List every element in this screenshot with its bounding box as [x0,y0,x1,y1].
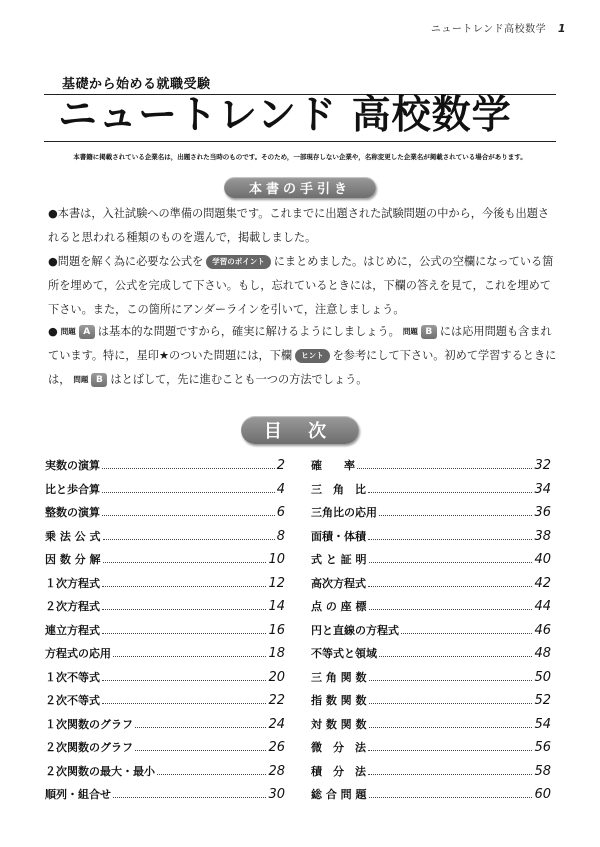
toc-entry-title: 比と歩合算 [45,482,100,496]
toc-entry-page: 24 [268,716,285,732]
toc-entry-page: 2 [276,458,285,473]
guide-heading: 本書の手引き [224,177,376,198]
guide-p2-text-b: にまとめました。はじめに，公式の空欄になっている箇所を埋めて，公式を完成して下さい。もし，忘れているときには，下欄の答えを見て，これを埋めて下さい。また，この箇所にアンダーラインを引いて，注意しましょう。 [48,255,554,316]
toc-entry[interactable] [45,481,285,505]
toc-leader-dots [102,609,266,610]
toc-leader-dots [113,797,266,798]
guide-paragraph-3 [48,320,558,392]
toc-entry[interactable] [311,622,551,646]
guide-p3-bullet: ● [48,325,58,338]
toc-entry-page: 18 [268,646,285,661]
toc-entry-page: 16 [268,622,285,638]
toc-entry[interactable] [311,598,551,622]
toc-entry[interactable] [45,669,285,693]
title-rule-bottom [44,141,556,142]
toc-entry-page: 10 [268,552,285,567]
toc-entry[interactable] [45,692,285,716]
toc-entry[interactable] [45,622,285,646]
toc-entry-page: 40 [534,552,551,567]
toc-entry-page: 22 [268,693,285,708]
toc-entry-page: 42 [534,575,551,591]
toc-entry-page: 38 [534,528,551,544]
toc-entry[interactable] [45,645,285,669]
toc-entry[interactable] [45,763,285,787]
toc-leader-dots [368,539,532,540]
page-number: 1 [557,22,566,35]
toc-leader-dots [157,774,266,775]
toc-entry-title: 三 角 比 [311,482,366,496]
toc-entry[interactable] [45,598,285,622]
toc-entry-title: 順列・組合せ [45,788,111,801]
toc-entry-title: 整数の演算 [45,506,100,519]
toc-entry[interactable] [311,551,551,575]
toc-entry-title: ２次不等式 [45,694,100,707]
toc-entry[interactable] [45,504,285,528]
toc-leader-dots [369,680,533,681]
toc-entry-page: 48 [534,646,551,661]
toc-entry[interactable] [311,739,551,763]
guide-paragraph-1: ●本書は，入社試験への準備の問題集です。これまでに出題された試験問題の中から，今後も出題されると思われる種類のものを選んで，掲載しました。 [48,207,550,244]
toc-entry[interactable] [45,575,285,599]
toc-entry-page: 58 [534,763,551,779]
toc-entry[interactable] [311,786,551,810]
toc-leader-dots [135,727,266,728]
toc-leader-dots [103,562,267,563]
toc-left-column [45,457,285,810]
toc-leader-dots [379,656,532,657]
toc-entry-page: 56 [534,740,551,755]
toc-leader-dots [102,633,266,634]
toc-leader-dots [368,586,532,587]
study-point-badge: 学習のポイント [206,255,271,269]
toc-entry[interactable] [311,692,551,716]
toc-entry-title: 式 と 証 明 [311,553,367,566]
toc-leader-dots [369,703,533,704]
toc-entry-page: 50 [534,669,551,685]
toc-entry-page: 46 [534,622,551,638]
main-title: ニュートレンド 高校数学 [58,93,512,138]
toc-entry-title: 高次方程式 [311,576,366,590]
series-title: 基礎から始める就職受験 [62,77,211,92]
toc-entry[interactable] [45,551,285,575]
problem-label-text: 問題 [73,375,89,384]
toc-leader-dots [368,774,532,775]
toc-entry[interactable] [311,457,551,481]
toc-entry-page: 12 [268,575,285,591]
toc-entry-page: 6 [276,505,285,520]
toc-entry[interactable] [311,669,551,693]
toc-entry-title: 実数の演算 [45,459,100,472]
toc-entry-title: 点 の 座 標 [311,600,367,613]
guide-p3-text-c: には応用問題も含まれています。特に，星印★のついた問題には，下欄 [48,325,552,362]
toc-leader-dots [368,750,532,751]
toc-leader-dots [368,492,532,493]
toc-entry-page: 34 [534,481,551,497]
toc-entry[interactable] [311,645,551,669]
toc-heading: 目 次 [241,416,359,444]
problem-a-letter: A [79,325,95,339]
toc-leader-dots [102,492,275,493]
toc-leader-dots [357,468,532,469]
toc-entry-title: １次方程式 [45,576,100,590]
toc-entry-page: 36 [534,505,551,520]
toc-entry-title: １次関数のグラフ [45,717,133,731]
toc-entry-title: 円と直線の方程式 [311,623,399,637]
toc-entry[interactable] [311,504,551,528]
toc-entry[interactable] [45,528,285,552]
disclaimer: 本書籍に掲載されている企業名は，出題された当時のものです。そのため，一部現存しない企業や，名称変更した企業名が掲載されている場合があります。 [73,153,527,161]
toc-entry-title: 積 分 法 [311,764,366,778]
running-header [431,20,566,35]
toc-entry-title: 面積・体積 [311,529,366,543]
guide-p3-text-e: はとばして，先に進むことも一つの方法でしょう。 [110,373,368,386]
toc-entry-title: 乗 法 公 式 [45,529,101,543]
toc-entry[interactable] [45,786,285,810]
toc-leader-dots [102,515,275,516]
toc-entry-title: 因 数 分 解 [45,553,101,566]
running-title: ニュートレンド高校数学 [430,24,547,35]
toc-entry[interactable] [311,716,551,740]
toc-entry-page: 20 [268,669,285,685]
hint-badge: ヒント [295,349,330,363]
toc-entry-title: ２次関数の最大・最小 [45,764,155,778]
problem-b-label [403,320,437,344]
toc-entry-page: 54 [534,716,551,732]
problem-a-label [61,320,95,344]
toc-leader-dots [135,750,266,751]
toc-entry-title: 対 数 関 数 [311,717,367,731]
toc-entry-page: 60 [534,787,551,802]
toc-leader-dots [369,797,533,798]
toc-entry-title: 確 率 [311,459,355,472]
toc-entry-title: 微 分 法 [311,741,366,754]
toc-entry-title: 三 角 関 数 [311,670,367,684]
toc-entry-title: 三角比の応用 [311,506,377,519]
toc-entry-title: 不等式と領域 [311,647,377,660]
problem-b-label [73,368,107,392]
toc-leader-dots [102,703,266,704]
toc-leader-dots [369,562,533,563]
toc-entry[interactable] [45,716,285,740]
guide-paragraph-2 [48,250,558,322]
problem-b-letter: B [421,325,437,339]
toc-leader-dots [401,633,532,634]
toc-entry-page: 28 [268,763,285,779]
toc-leader-dots [369,609,533,610]
toc-entry-page: 14 [268,599,285,614]
toc-entry[interactable] [45,739,285,763]
guide-p3-text-d: を参考にして下さい。初めて学習するときには， [48,349,557,386]
toc-right-column [311,457,551,810]
toc-entry[interactable] [311,763,551,787]
guide-p2-text-a: ●問題を解く為に必要な公式を [48,255,204,268]
toc-leader-dots [102,468,275,469]
toc-entry-title: ２次関数のグラフ [45,741,133,754]
toc-entry-page: 52 [534,693,551,708]
toc-entry[interactable] [45,457,285,481]
toc-entry-title: 総 合 問 題 [311,788,367,801]
toc-entry-title: 指 数 関 数 [311,694,367,707]
problem-label-text: 問題 [60,327,76,336]
toc-entry-page: 30 [268,787,285,802]
toc-entry-title: 連立方程式 [45,623,100,637]
problem-label-text: 問題 [402,327,418,336]
toc-entry[interactable] [311,528,551,552]
toc-entry-page: 32 [534,458,551,473]
toc-leader-dots [102,586,266,587]
toc-entry-title: 方程式の応用 [45,647,111,660]
toc-leader-dots [102,680,266,681]
toc-entry-title: ２次方程式 [45,600,100,613]
guide-p3-text-b: は基本的な問題ですから，確実に解けるようにしましょう。 [97,325,400,338]
toc-leader-dots [113,656,266,657]
toc-entry-title: １次不等式 [45,670,100,684]
toc-entry[interactable] [311,575,551,599]
toc-leader-dots [379,515,532,516]
toc-leader-dots [369,727,533,728]
toc-entry-page: 8 [276,528,285,544]
problem-b-letter: B [91,373,107,387]
toc-entry-page: 4 [276,481,285,497]
toc-entry-page: 26 [268,740,285,755]
toc-leader-dots [103,539,275,540]
toc-entry-page: 44 [534,599,551,614]
toc-entry[interactable] [311,481,551,505]
